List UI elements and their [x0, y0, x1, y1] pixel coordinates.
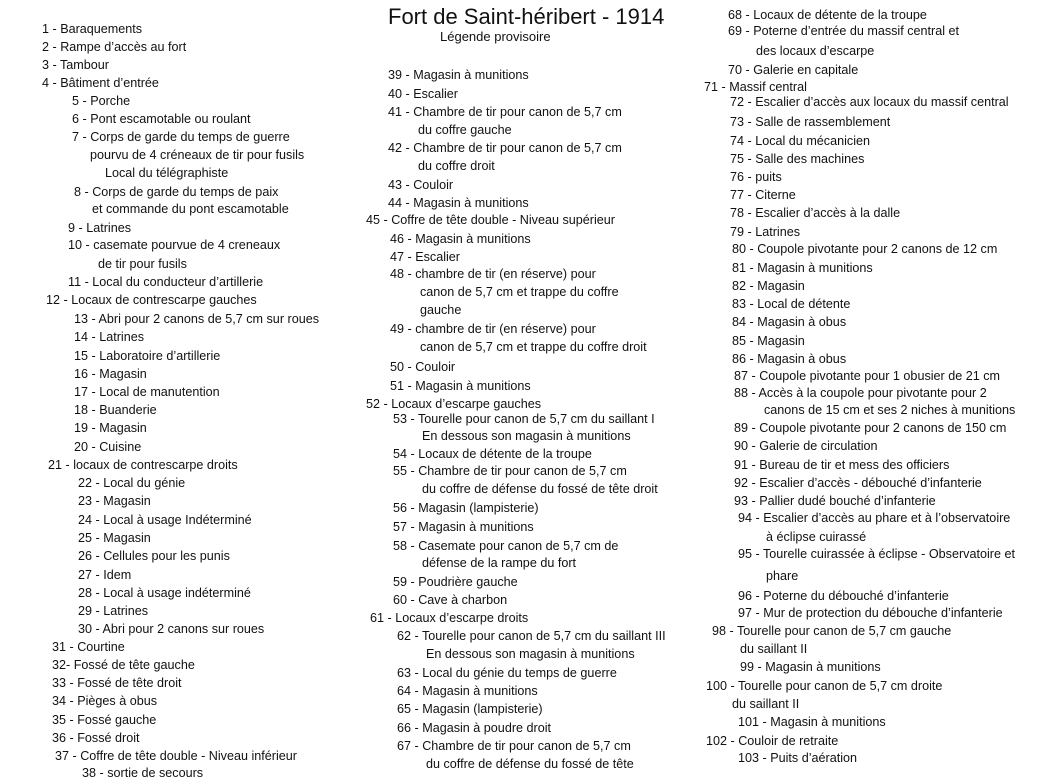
legend-entry: 27 - Idem: [78, 568, 132, 582]
legend-entry: 95 - Tourelle cuirassée à éclipse - Observatoire et: [738, 547, 1015, 561]
legend-entry: 63 - Local du génie du temps de guerre: [397, 666, 617, 680]
legend-entry: 4 - Bâtiment d’entrée: [42, 76, 159, 90]
legend-entry: 71 - Massif central: [704, 80, 807, 94]
legend-entry: 17 - Local de manutention: [74, 385, 220, 399]
legend-entry: 9 - Latrines: [68, 221, 131, 235]
legend-entry: du coffre gauche: [418, 123, 512, 137]
legend-entry: 68 - Locaux de détente de la troupe: [728, 8, 927, 22]
legend-entry: 37 - Coffre de tête double - Niveau inférieur: [55, 749, 297, 763]
legend-entry: 84 - Magasin à obus: [732, 315, 847, 329]
legend-entry: 82 - Magasin: [732, 279, 805, 293]
legend-entry: 86 - Magasin à obus: [732, 352, 847, 366]
legend-entry: 101 - Magasin à munitions: [738, 715, 886, 729]
legend-entry: 77 - Citerne: [730, 188, 796, 202]
legend-entry: 100 - Tourelle pour canon de 5,7 cm droite: [706, 679, 943, 693]
legend-entry: 39 - Magasin à munitions: [388, 68, 529, 82]
legend-entry: 83 - Local de détente: [732, 297, 851, 311]
legend-entry: 30 - Abri pour 2 canons sur roues: [78, 622, 265, 636]
page-title: Fort de Saint-héribert - 1914: [388, 4, 665, 29]
legend-entry: 36 - Fossé droit: [52, 731, 140, 745]
legend-entry: 33 - Fossé de tête droit: [52, 676, 182, 690]
legend-entry: 21 - locaux de contrescarpe droits: [48, 458, 238, 472]
legend-entry: pourvu de 4 créneaux de tir pour fusils: [90, 148, 305, 162]
legend-entry: 79 - Latrines: [730, 225, 801, 239]
legend-entry: 25 - Magasin: [78, 531, 151, 545]
legend-entry: 8 - Corps de garde du temps de paix: [74, 185, 279, 199]
legend-entry: 24 - Local à usage Indéterminé: [78, 513, 252, 527]
legend-entry: 16 - Magasin: [74, 367, 147, 381]
legend-entry: 74 - Local du mécanicien: [730, 134, 871, 148]
legend-entry: 35 - Fossé gauche: [52, 713, 157, 727]
legend-entry: 48 - chambre de tir (en réserve) pour: [390, 267, 596, 281]
legend-entry: 78 - Escalier d’accès à la dalle: [730, 206, 901, 220]
legend-entry: 61 - Locaux d’escarpe droits: [370, 611, 529, 625]
legend-entry: 53 - Tourelle pour canon de 5,7 cm du saillant I: [393, 412, 655, 426]
legend-entry: 99 - Magasin à munitions: [740, 660, 881, 674]
legend-entry: 72 - Escalier d’accès aux locaux du massif central: [730, 95, 1009, 109]
legend-entry: 67 - Chambre de tir pour canon de 5,7 cm: [397, 739, 631, 753]
legend-entry: 23 - Magasin: [78, 494, 151, 508]
legend-entry: à éclipse cuirassé: [766, 530, 867, 544]
legend-entry: 49 - chambre de tir (en réserve) pour: [390, 322, 596, 336]
legend-entry: 6 - Pont escamotable ou roulant: [72, 112, 251, 126]
legend-entry: 38 - sortie de secours: [82, 766, 204, 780]
legend-entry: 44 - Magasin à munitions: [388, 196, 529, 210]
legend-entry: 60 - Cave à charbon: [393, 593, 508, 607]
legend-entry: 14 - Latrines: [74, 330, 145, 344]
legend-entry: 57 - Magasin à munitions: [393, 520, 534, 534]
legend-entry: 54 - Locaux de détente de la troupe: [393, 447, 592, 461]
legend-entry: 89 - Coupole pivotante pour 2 canons de 150 cm: [734, 421, 1007, 435]
legend-entry: 73 - Salle de rassemblement: [730, 115, 891, 129]
legend-entry: 76 - puits: [730, 170, 782, 184]
legend-entry: 75 - Salle des machines: [730, 152, 865, 166]
legend-entry: 40 - Escalier: [388, 87, 458, 101]
legend-entry: des locaux d’escarpe: [756, 44, 875, 58]
legend-entry: 10 - casemate pourvue de 4 creneaux: [68, 238, 281, 252]
legend-entry: 29 - Latrines: [78, 604, 149, 618]
legend-entry: 52 - Locaux d’escarpe gauches: [366, 397, 542, 411]
legend-entry: 34 - Pièges à obus: [52, 694, 158, 708]
legend-entry: 11 - Local du conducteur d’artillerie: [68, 275, 264, 289]
legend-entry: 93 - Pallier dudé bouché d’infanterie: [734, 494, 936, 508]
legend-entry: 88 - Accès à la coupole pour pivotante pour 2: [734, 386, 987, 400]
legend-entry: du coffre droit: [418, 159, 495, 173]
legend-entry: 18 - Buanderie: [74, 403, 157, 417]
legend-entry: défense de la rampe du fort: [422, 556, 577, 570]
legend-entry: 80 - Coupole pivotante pour 2 canons de 12 cm: [732, 242, 998, 256]
legend-entry: 59 - Poudrière gauche: [393, 575, 518, 589]
legend-entry: 3 - Tambour: [42, 58, 109, 72]
legend-entry: 43 - Couloir: [388, 178, 454, 192]
legend-entry: du saillant II: [732, 697, 800, 711]
legend-entry: du coffre de défense du fossé de tête: [426, 757, 634, 771]
legend-entry: 65 - Magasin (lampisterie): [397, 702, 543, 716]
legend-entry: 103 - Puits d’aération: [738, 751, 858, 765]
legend-entry: 96 - Poterne du débouché d’infanterie: [738, 589, 949, 603]
legend-entry: 97 - Mur de protection du débouche d’infanterie: [738, 606, 1003, 620]
legend-entry: 12 - Locaux de contrescarpe gauches: [46, 293, 257, 307]
legend-entry: En dessous son magasin à munitions: [426, 647, 635, 661]
legend-entry: 19 - Magasin: [74, 421, 147, 435]
legend-entry: 81 - Magasin à munitions: [732, 261, 873, 275]
legend-entry: 85 - Magasin: [732, 334, 805, 348]
legend-entry: Local du télégraphiste: [105, 166, 229, 180]
legend-entry: canons de 15 cm et ses 2 niches à munitions: [764, 403, 1016, 417]
page-subtitle: Légende provisoire: [440, 29, 551, 44]
legend-entry: 64 - Magasin à munitions: [397, 684, 538, 698]
legend-entry: 62 - Tourelle pour canon de 5,7 cm du saillant III: [397, 629, 666, 643]
legend-entry: du saillant II: [740, 642, 808, 656]
legend-entry: 32- Fossé de tête gauche: [52, 658, 195, 672]
legend-entry: 98 - Tourelle pour canon de 5,7 cm gauche: [712, 624, 952, 638]
legend-entry: 13 - Abri pour 2 canons de 5,7 cm sur roues: [74, 312, 320, 326]
legend-entry: 87 - Coupole pivotante pour 1 obusier de 21 cm: [734, 369, 1001, 383]
legend-entry: 50 - Couloir: [390, 360, 456, 374]
legend-entry: 66 - Magasin à poudre droit: [397, 721, 552, 735]
legend-entry: 102 - Couloir de retraite: [706, 734, 839, 748]
legend-entry: 20 - Cuisine: [74, 440, 142, 454]
legend-entry: 41 - Chambre de tir pour canon de 5,7 cm: [388, 105, 622, 119]
legend-entry: canon de 5,7 cm et trappe du coffre droit: [420, 340, 647, 354]
legend-entry: 70 - Galerie en capitale: [728, 63, 859, 77]
legend-entry: 22 - Local du génie: [78, 476, 186, 490]
legend-entry: 94 - Escalier d’accès au phare et à l’observatoire: [738, 511, 1011, 525]
legend-entry: 28 - Local à usage indéterminé: [78, 586, 251, 600]
legend-entry: gauche: [420, 303, 462, 317]
legend-entry: de tir pour fusils: [98, 257, 187, 271]
legend-entry: 15 - Laboratoire d’artillerie: [74, 349, 221, 363]
legend-entry: canon de 5,7 cm et trappe du coffre: [420, 285, 619, 299]
legend-entry: En dessous son magasin à munitions: [422, 429, 631, 443]
legend-entry: phare: [766, 569, 799, 583]
legend-entry: et commande du pont escamotable: [92, 202, 289, 216]
legend-entry: 31 - Courtine: [52, 640, 125, 654]
legend-entry: 56 - Magasin (lampisterie): [393, 501, 539, 515]
legend-entry: 46 - Magasin à munitions: [390, 232, 531, 246]
legend-entry: 55 - Chambre de tir pour canon de 5,7 cm: [393, 464, 627, 478]
legend-entry: 69 - Poterne d’entrée du massif central et: [728, 24, 960, 38]
legend-entry: 42 - Chambre de tir pour canon de 5,7 cm: [388, 141, 622, 155]
legend-entry: 47 - Escalier: [390, 250, 460, 264]
legend-entry: du coffre de défense du fossé de tête droit: [422, 482, 658, 496]
legend-entry: 26 - Cellules pour les punis: [78, 549, 230, 563]
legend-entry: 2 - Rampe d’accès au fort: [42, 40, 187, 54]
legend-entry: 90 - Galerie de circulation: [734, 439, 878, 453]
legend-entry: 1 - Baraquements: [42, 22, 143, 36]
legend-entry: 92 - Escalier d’accès - débouché d’infanterie: [734, 476, 982, 490]
legend-entry: 91 - Bureau de tir et mess des officiers: [734, 458, 950, 472]
legend-entry: 7 - Corps de garde du temps de guerre: [72, 130, 290, 144]
legend-entry: 58 - Casemate pour canon de 5,7 cm de: [393, 539, 619, 553]
legend-entry: 5 - Porche: [72, 94, 131, 108]
legend-entry: 51 - Magasin à munitions: [390, 379, 531, 393]
legend-entry: 45 - Coffre de tête double - Niveau supérieur: [366, 213, 615, 227]
